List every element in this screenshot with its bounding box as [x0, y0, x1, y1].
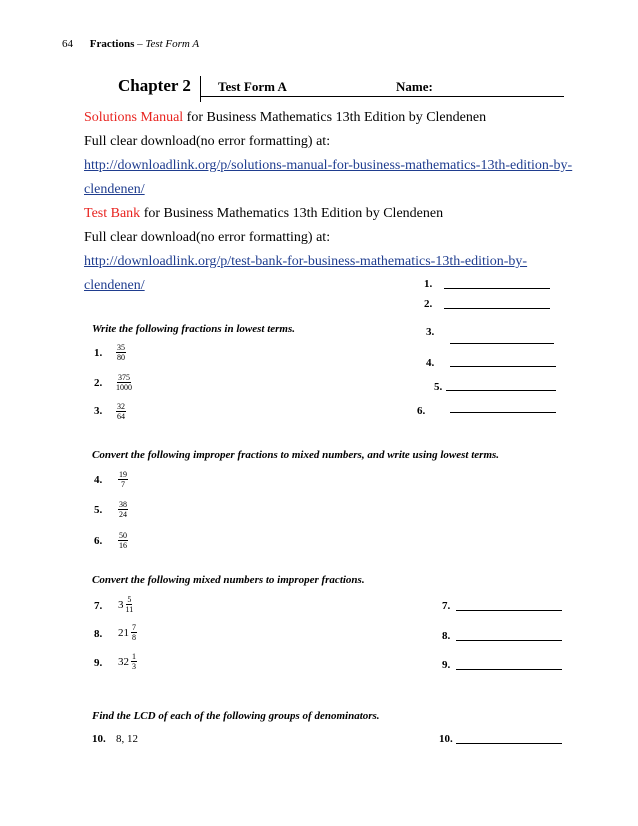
- question-label-3: 3.: [94, 405, 103, 417]
- question-fraction-1: [116, 343, 126, 362]
- instruction-lcd: Find the LCD of each of the following groups of denominators.: [92, 710, 380, 722]
- question-label-9: 9.: [94, 657, 103, 669]
- question-mixed-8: [118, 623, 137, 642]
- denominator: 64: [117, 412, 125, 421]
- denominator: 24: [119, 510, 127, 519]
- form-title: Test Form A: [218, 79, 287, 94]
- whole-part: 3: [118, 598, 124, 611]
- section-subtitle: Test Form A: [145, 38, 200, 50]
- answer-blank-9[interactable]: [456, 669, 562, 670]
- question-denominators-10: 8, 12: [116, 733, 138, 745]
- answer-blank-4[interactable]: [450, 366, 556, 367]
- test-bank-link[interactable]: http://downloadlink.org/p/test-bank-for-business-mathematics-13th-edition-by-clendenen/: [84, 254, 528, 293]
- denominator: 7: [121, 480, 125, 489]
- denominator: 1000: [116, 383, 132, 392]
- answer-label-8: 8.: [442, 630, 451, 642]
- running-head: [62, 38, 199, 50]
- question-mixed-7: [118, 595, 133, 614]
- running-head-dash: –: [134, 38, 146, 50]
- numerator: 38: [119, 500, 127, 509]
- question-label-8: 8.: [94, 628, 103, 640]
- whole-part: 32: [118, 655, 129, 668]
- instruction-improper-fractions: Convert the following mixed numbers to improper fractions.: [92, 574, 365, 586]
- promo-link-1-wrap: [84, 154, 584, 202]
- answer-label-4: 4.: [426, 357, 435, 369]
- question-mixed-9: [118, 652, 137, 671]
- question-label-1: 1.: [94, 347, 103, 359]
- promo-line-4: Full clear download(no error formatting) at:: [84, 230, 331, 245]
- section-name: Fractions: [89, 38, 135, 50]
- promo-line-1: [84, 106, 584, 130]
- answer-label-10: 10.: [439, 733, 453, 745]
- question-fraction-5: [118, 500, 128, 519]
- promo-line-2: Full clear download(no error formatting) at:: [84, 134, 331, 149]
- question-label-7: 7.: [94, 600, 103, 612]
- instruction-mixed-numbers: Convert the following improper fractions to mixed numbers, and write using lowest terms.: [92, 449, 500, 461]
- page-number: 64: [62, 38, 73, 50]
- question-label-6: 6.: [94, 535, 103, 547]
- question-fraction-2: [116, 373, 132, 392]
- denominator: 8: [132, 633, 136, 642]
- answer-label-6: 6.: [417, 405, 426, 417]
- promo-text-1: for Business Mathematics 13th Edition by Clendenen: [183, 110, 487, 125]
- promo-link-2-wrap: [84, 250, 584, 298]
- instruction-lowest-terms: Write the following fractions in lowest terms.: [92, 323, 296, 335]
- numerator: 5: [127, 595, 132, 604]
- denominator: 3: [132, 662, 136, 671]
- question-fraction-6: [118, 531, 128, 550]
- denominator: 80: [117, 353, 125, 362]
- answer-blank-6[interactable]: [450, 412, 556, 413]
- promo-block: [84, 106, 584, 298]
- chapter-title: Chapter 2: [118, 76, 191, 95]
- numerator: 19: [119, 470, 127, 479]
- denominator: 11: [125, 605, 134, 614]
- numerator: 7: [132, 623, 136, 632]
- answer-blank-7[interactable]: [456, 610, 562, 611]
- question-label-5: 5.: [94, 504, 103, 516]
- answer-blank-3[interactable]: [450, 343, 554, 344]
- fraction-part: [131, 623, 137, 642]
- fraction-part: [131, 652, 137, 671]
- question-label-2: 2.: [94, 377, 103, 389]
- answer-blank-5[interactable]: [446, 390, 556, 391]
- question-fraction-4: [118, 470, 128, 489]
- answer-label-9: 9.: [442, 659, 451, 671]
- name-label: Name:: [396, 79, 433, 94]
- test-bank-label: Test Bank: [84, 206, 141, 221]
- answer-label-3: 3.: [426, 326, 435, 338]
- answer-blank-8[interactable]: [456, 640, 562, 641]
- promo-text-2: for Business Mathematics 13th Edition by Clendenen: [140, 206, 444, 221]
- solutions-manual-link[interactable]: http://downloadlink.org/p/solutions-manual-for-business-mathematics-13th-edition-by-clendenen/: [84, 158, 573, 197]
- solutions-manual-label: Solutions Manual: [84, 110, 184, 125]
- numerator: 32: [117, 402, 125, 411]
- answer-label-7: 7.: [442, 600, 451, 612]
- question-fraction-3: [116, 402, 126, 421]
- header-divider: [200, 76, 201, 102]
- question-label-4: 4.: [94, 474, 103, 486]
- numerator: 35: [117, 343, 125, 352]
- promo-line-3: [84, 202, 584, 226]
- whole-part: 21: [118, 626, 129, 639]
- denominator: 16: [119, 541, 127, 550]
- question-label-10: 10.: [92, 733, 106, 745]
- numerator: 50: [119, 531, 127, 540]
- answer-label-5: 5.: [434, 381, 443, 393]
- numerator: 375: [118, 373, 130, 382]
- answer-label-2: 2.: [424, 298, 433, 310]
- numerator: 1: [132, 652, 136, 661]
- fraction-part: [126, 595, 134, 614]
- answer-blank-1[interactable]: [444, 288, 550, 289]
- answer-blank-10[interactable]: [456, 743, 562, 744]
- answer-label-1: 1.: [424, 278, 433, 290]
- header-rule: [200, 96, 564, 97]
- answer-blank-2[interactable]: [444, 308, 550, 309]
